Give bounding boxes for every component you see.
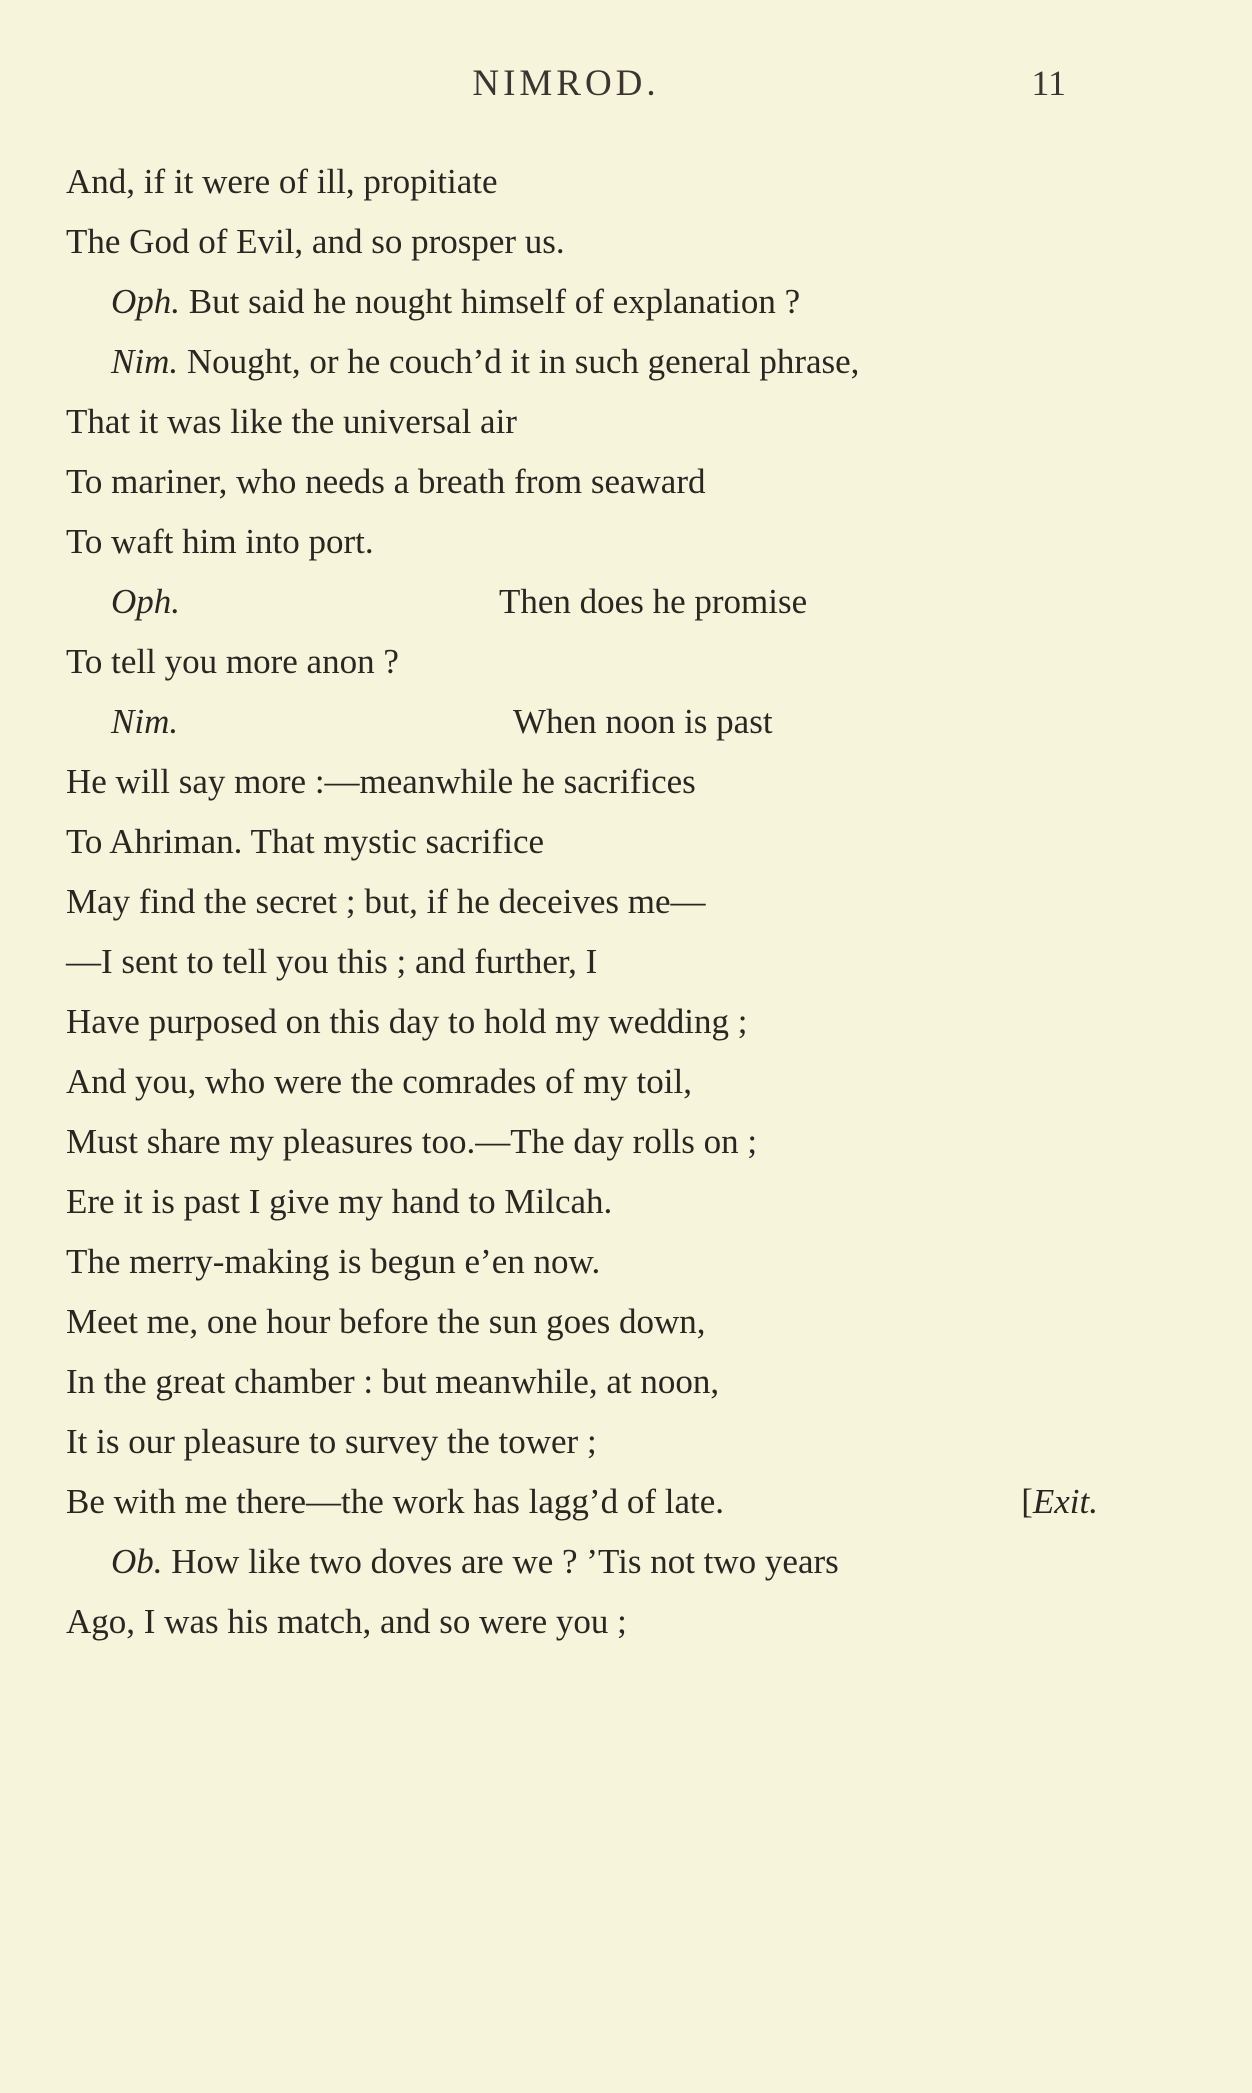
line-text: He will say more :—meanwhile he sacrifices	[66, 762, 696, 801]
verse-line	[66, 1472, 1098, 1532]
line-text: Must share my pleasures too.—The day rolls on ;	[66, 1122, 758, 1161]
speaker-name: Oph.	[111, 582, 181, 621]
line-text: To tell you more anon ?	[66, 642, 399, 681]
stage-direction-text: Exit.	[1032, 1482, 1098, 1521]
line-text: The merry-making is begun e’en now.	[66, 1242, 601, 1281]
verse-line	[66, 512, 1086, 572]
line-text: May find the secret ; but, if he deceives me—	[66, 882, 706, 921]
speaker-name: Oph.	[111, 282, 181, 321]
stage-bracket: [	[1021, 1482, 1033, 1521]
running-title: NIMROD.	[472, 63, 660, 104]
line-text: And you, who were the comrades of my toil,	[66, 1062, 692, 1101]
line-text: How like two doves are we ? ’Tis not two years	[171, 1542, 839, 1581]
verse-line	[66, 332, 1086, 392]
verse-line	[66, 872, 1086, 932]
line-text: Ere it is past I give my hand to Milcah.	[66, 1182, 613, 1221]
verse-text	[66, 152, 1098, 1652]
verse-line	[66, 1292, 1086, 1352]
line-text: Ago, I was his match, and so were you ;	[66, 1602, 627, 1641]
verse-line	[66, 152, 1086, 212]
speaker-name: Ob.	[111, 1542, 163, 1581]
verse-line	[66, 1172, 1086, 1232]
verse-line	[66, 1532, 1086, 1592]
page-number: 11	[1031, 63, 1066, 103]
line-text: To waft him into port.	[66, 522, 374, 561]
line-text: It is our pleasure to survey the tower ;	[66, 1422, 597, 1461]
verse-line	[66, 1232, 1086, 1292]
verse-line	[66, 392, 1086, 452]
line-text: When noon is past	[513, 702, 773, 741]
running-head	[66, 62, 1066, 112]
line-text: —I sent to tell you this ; and further, I	[66, 942, 598, 981]
verse-line	[66, 752, 1086, 812]
line-text: To mariner, who needs a breath from seaward	[66, 462, 706, 501]
line-text: But said he nought himself of explanation ?	[188, 282, 801, 321]
verse-line	[66, 992, 1086, 1052]
verse-line	[66, 692, 1086, 752]
line-text: Meet me, one hour before the sun goes down,	[66, 1302, 706, 1341]
line-text: In the great chamber : but meanwhile, at noon,	[66, 1362, 720, 1401]
verse-line	[66, 1052, 1086, 1112]
line-text: Then does he promise	[499, 582, 808, 621]
verse-line	[66, 272, 1086, 332]
verse-line	[66, 1112, 1086, 1172]
verse-line	[66, 1412, 1086, 1472]
line-text: Nought, or he couch’d it in such general phrase,	[186, 342, 860, 381]
verse-line	[66, 812, 1086, 872]
line-text: And, if it were of ill, propitiate	[66, 162, 498, 201]
line-text: The God of Evil, and so prosper us.	[66, 222, 565, 261]
line-text: Have purposed on this day to hold my wedding ;	[66, 1002, 748, 1041]
verse-line	[66, 632, 1086, 692]
line-text: To Ahriman. That mystic sacrifice	[66, 822, 545, 861]
stage-direction	[1021, 1472, 1098, 1532]
verse-line	[66, 932, 1086, 992]
speaker-name: Nim.	[111, 702, 179, 741]
verse-line	[66, 1592, 1086, 1652]
verse-line	[66, 452, 1086, 512]
line-text: Be with me there—the work has lagg’d of late.	[66, 1482, 724, 1521]
line-text: That it was like the universal air	[66, 402, 517, 441]
speaker-name: Nim.	[111, 342, 179, 381]
verse-line	[66, 1352, 1086, 1412]
verse-line	[66, 212, 1086, 272]
verse-line	[66, 572, 1086, 632]
